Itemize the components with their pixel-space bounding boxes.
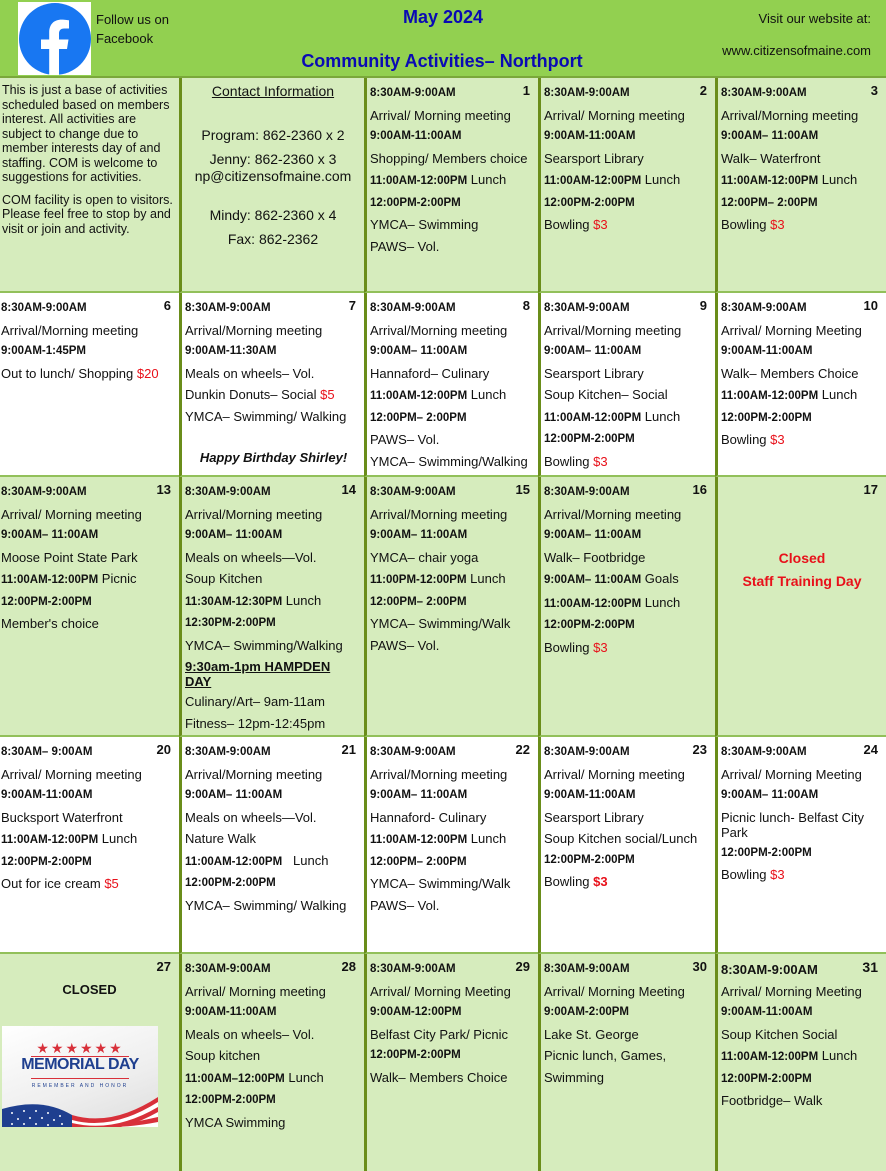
lunch-line <box>544 169 713 193</box>
time-slot: 9:00AM– 11:00AM <box>370 529 468 541</box>
lunch-line <box>370 384 536 408</box>
time-slot: 12:00PM-2:00PM <box>544 196 635 209</box>
day-cell-27 <box>0 954 179 1171</box>
activity: Lunch <box>470 571 506 586</box>
day-number: 14 <box>341 482 356 497</box>
time-slot: 12:00PM-2:00PM <box>1 855 92 868</box>
activity: Arrival/ Morning Meeting <box>370 983 511 999</box>
time-slot: 9:00AM– 11:00AM <box>1 529 99 541</box>
time-slot: 12:00PM-2:00PM <box>370 1049 461 1061</box>
day-cell-7 <box>179 293 364 477</box>
activity: PAWS– Vol. <box>370 432 440 447</box>
activity: Out to lunch/ Shopping <box>1 365 134 381</box>
time-slot: 11:00AM-12:00PM <box>721 1051 819 1063</box>
price: $5 <box>104 876 119 891</box>
time-slot: 12:00PM– 2:00PM <box>721 196 818 209</box>
activity: YMCA– Swimming/Walking <box>370 453 528 469</box>
activity: Picnic lunch, Games, <box>544 1048 667 1063</box>
price: $5 <box>320 387 335 402</box>
time-slot: 8:30AM-9:00AM <box>544 302 630 314</box>
price: $20 <box>136 365 159 381</box>
time-slot: 8:30AM-9:00AM <box>185 302 271 314</box>
activity: Meals on wheels—Vol. <box>185 809 317 825</box>
activity: YMCA– Swimming/Walk <box>370 876 511 891</box>
time-slot: 9:00AM– 11:00AM <box>721 789 819 801</box>
time-slot: 9:00AM-11:00AM <box>721 1006 813 1018</box>
lunch-line <box>544 406 713 430</box>
lunch-line <box>370 568 536 592</box>
time-slot: 9:00AM– 11:00AM <box>370 345 468 357</box>
time-slot: 11:00AM-12:00PM <box>721 390 819 402</box>
activity: Arrival/ Morning Meeting <box>721 983 862 999</box>
calendar-grid <box>0 78 886 1171</box>
time-slot: 11:00PM-12:00PM <box>370 574 467 586</box>
lunch-line <box>370 169 536 193</box>
priced-activity <box>721 864 884 886</box>
time-slot: 12:00PM– 2:00PM <box>370 595 467 608</box>
birthday-note: Happy Birthday Shirley! <box>199 450 348 465</box>
day-cell-6 <box>0 293 179 477</box>
activity: Arrival/Morning meeting <box>185 506 323 522</box>
memorial-day-image <box>2 1026 158 1127</box>
day-number: 16 <box>692 482 707 497</box>
activity: Lunch <box>470 831 507 846</box>
activity: Arrival/Morning meeting <box>721 107 859 123</box>
time-slot: 9:00AM-11:30AM <box>185 345 277 357</box>
day-number: 20 <box>156 742 171 757</box>
activity: Lake St. George <box>544 1026 639 1042</box>
activity: Moose Point State Park <box>1 549 138 565</box>
time-slot: 8:30AM-9:00AM <box>370 87 456 99</box>
time-slot: 11:00AM-12:00PM <box>370 175 468 187</box>
day-number: 8 <box>522 298 530 313</box>
priced-activity <box>1 363 177 385</box>
day-number: 10 <box>863 298 878 313</box>
day-cell-20 <box>0 737 179 954</box>
intro-cell <box>0 78 179 293</box>
activity: Bowling <box>721 432 767 447</box>
day-number: 7 <box>348 298 356 313</box>
day-cell-22 <box>364 737 538 954</box>
activity: Soup Kitchen– Social <box>544 387 668 402</box>
day-number: 21 <box>341 742 356 757</box>
activity: Walk– Members Choice <box>721 365 859 381</box>
activity: Arrival/ Morning meeting <box>185 983 326 999</box>
time-slot: 9:00AM-11:00AM <box>185 1006 277 1018</box>
day-number: 27 <box>156 959 171 974</box>
activity: Lunch <box>470 387 507 402</box>
goals-line <box>544 568 713 592</box>
lunch-line <box>1 828 177 852</box>
activity: Arrival/ Morning meeting <box>1 766 142 782</box>
activity: Arrival/ Morning Meeting <box>544 983 685 999</box>
activity: Lunch <box>644 172 681 187</box>
day-number: 2 <box>699 83 707 98</box>
activity: Arrival/Morning meeting <box>1 322 139 338</box>
month-title: May 2024 <box>402 7 484 27</box>
time-slot: 12:00PM-2:00PM <box>544 433 635 445</box>
activity: Meals on wheels—Vol. <box>185 549 317 565</box>
time-slot: 11:00AM-12:00PM <box>1 834 99 846</box>
page-title-text: Community Activities– Northport <box>301 51 583 71</box>
activity: Lunch <box>821 387 858 402</box>
priced-activity <box>544 637 713 659</box>
contact-jenny: Jenny: 862-2360 x 3 <box>209 151 337 167</box>
time-slot: 12:00PM-2:00PM <box>370 196 461 209</box>
time-slot: 9:00AM-11:00AM <box>370 130 462 142</box>
day-cell-28 <box>179 954 364 1171</box>
activity: Walk– Members Choice <box>370 1069 508 1085</box>
activity: Walk– Waterfront <box>721 150 821 166</box>
day-number: 22 <box>515 742 530 757</box>
activity: PAWS– Vol. <box>370 637 440 653</box>
activity: Soup Kitchen <box>185 571 263 586</box>
day-cell-30 <box>538 954 715 1171</box>
price: $3 <box>593 639 608 655</box>
activity: Belfast City Park/ Picnic <box>370 1026 508 1042</box>
day-cell-23 <box>538 737 715 954</box>
time-slot: 8:30AM-9:00AM <box>370 486 456 498</box>
contact-email[interactable]: np@citizensofmaine.com <box>194 168 352 184</box>
activity: Lunch <box>821 1048 858 1063</box>
contact-mindy: Mindy: 862-2360 x 4 <box>209 207 337 223</box>
time-slot: 12:00PM-2:00PM <box>544 619 635 631</box>
lunch-line <box>721 169 884 193</box>
day-cell-15 <box>364 477 538 737</box>
activity: YMCA Swimming <box>185 1114 286 1130</box>
time-slot: 8:30AM-9:00AM <box>721 87 807 99</box>
day-number: 15 <box>515 482 530 497</box>
day-number: 24 <box>863 742 878 757</box>
day-cell-24 <box>715 737 886 954</box>
time-slot: 8:30AM-9:00AM <box>721 302 807 314</box>
lunch-line <box>370 828 536 852</box>
activity: Arrival/ Morning meeting <box>544 107 685 123</box>
day-number: 30 <box>692 959 707 974</box>
activity: Lunch <box>821 172 858 187</box>
activity: Bowling <box>544 639 590 655</box>
day-cell-31 <box>715 954 886 1171</box>
lunch-line <box>185 850 362 874</box>
memorial-day-title: MEMORIAL DAY <box>21 1056 139 1073</box>
activity: Arrival/Morning meeting <box>185 766 323 782</box>
activity: Arrival/ Morning Meeting <box>721 322 862 338</box>
activity: Picnic lunch- Belfast City Park <box>721 809 865 840</box>
website-link[interactable]: www.citizensofmaine.com <box>722 43 871 58</box>
day-number: 31 <box>862 959 878 975</box>
price: $3 <box>770 867 785 882</box>
priced-activity <box>544 871 713 893</box>
time-slot: 11:00AM-12:00PM <box>185 855 283 868</box>
time-slot: 8:30AM-9:00AM <box>544 963 630 975</box>
activity: PAWS– Vol. <box>370 238 440 254</box>
activity: Bowling <box>721 217 767 232</box>
activity: Dunkin Donuts– Social <box>185 387 317 402</box>
activity: Searsport Library <box>544 365 644 381</box>
american-flag-icon <box>2 1087 158 1127</box>
time-slot: 12:00PM-2:00PM <box>721 411 812 424</box>
website-label: Visit our website at: <box>758 11 871 26</box>
time-slot: 8:30AM-9:00AM <box>544 486 630 498</box>
time-slot: 12:00PM– 2:00PM <box>370 855 467 868</box>
time-slot: 11:00AM-12:00PM <box>544 597 642 610</box>
time-slot: 8:30AM-9:00AM <box>721 746 807 758</box>
time-slot: 9:00AM– 11:00AM <box>370 789 468 801</box>
activity: Nature Walk <box>185 831 257 846</box>
activity: Hannaford– Culinary <box>370 365 490 381</box>
closed-reason: Staff Training Day <box>742 573 862 589</box>
time-slot: 11:00AM-12:00PM <box>1 574 99 586</box>
activity: Culinary/Art– 9am-11am <box>185 694 325 709</box>
time-slot: 8:30AM-9:00AM <box>1 302 87 314</box>
time-slot: 12:00PM-2:00PM <box>544 853 635 866</box>
time-slot: 8:30AM-9:00AM <box>185 963 271 975</box>
time-slot: 12:00PM-2:00PM <box>721 846 812 859</box>
activity: Walk– Footbridge <box>544 549 646 565</box>
calendar-header <box>0 0 886 78</box>
priced-activity <box>721 429 884 451</box>
activity: YMCA– Swimming/ Walking <box>185 408 347 424</box>
time-slot: 11:30AM-12:30PM <box>185 595 283 608</box>
contact-fax: Fax: 862-2362 <box>227 231 319 247</box>
time-slot: 12:00PM-2:00PM <box>185 877 276 889</box>
activity: Member's choice <box>1 616 99 631</box>
activity: Soup Kitchen social/Lunch <box>544 831 698 846</box>
lunch-line <box>185 590 362 614</box>
time-slot: 11:00AM-12:00PM <box>544 175 642 187</box>
day-number: 1 <box>522 83 530 98</box>
memorial-day-subtitle: REMEMBER AND HONOR <box>31 1083 129 1089</box>
priced-activity <box>1 873 177 895</box>
day-number: 9 <box>699 298 707 313</box>
time-slot: 12:00PM-2:00PM <box>721 1072 812 1085</box>
lunch-line <box>721 384 884 408</box>
activity: YMCA– Swimming <box>370 217 479 232</box>
activity: Arrival/Morning meeting <box>370 766 508 782</box>
time-slot: 9:00AM-11:00AM <box>1 789 93 801</box>
activity: Soup Kitchen Social <box>721 1026 838 1042</box>
contact-cell <box>179 78 364 293</box>
time-slot: 9:00AM– 11:00AM <box>544 529 642 541</box>
activity: Soup kitchen <box>185 1048 261 1063</box>
activity: Lunch <box>644 408 681 424</box>
activity: Arrival/Morning meeting <box>370 506 508 522</box>
activity: Arrival/Morning meeting <box>544 506 682 522</box>
lunch-line <box>544 592 713 616</box>
time-slot: 8:30AM-9:00AM <box>721 962 818 977</box>
price: $3 <box>593 453 608 469</box>
activity: Bowling <box>544 874 590 889</box>
activity: Bowling <box>544 453 590 469</box>
activity: Out for ice cream <box>1 876 101 891</box>
activity: Lunch <box>101 831 138 846</box>
activity: Footbridge– Walk <box>721 1093 823 1108</box>
time-slot: 9:00AM-11:00AM <box>721 345 813 357</box>
picnic-line <box>1 568 177 592</box>
activity: Fitness– 12pm-12:45pm <box>185 715 326 731</box>
activity: Bowling <box>544 217 590 232</box>
activity: Arrival/Morning meeting <box>185 322 323 338</box>
time-slot: 9:00AM-12:00PM <box>370 1006 462 1018</box>
contact-program: Program: 862-2360 x 2 <box>201 127 345 143</box>
priced-activity <box>721 214 884 236</box>
priced-activity <box>544 451 713 473</box>
activity: YMCA– chair yoga <box>370 549 479 565</box>
day-number: 23 <box>692 742 707 757</box>
stars-icon: ★★★★★★ <box>36 1040 124 1056</box>
activity: Lunch <box>644 594 681 610</box>
day-cell-9 <box>538 293 715 477</box>
day-number: 3 <box>870 83 878 98</box>
time-slot: 8:30AM-9:00AM <box>544 87 630 99</box>
time-slot: 9:00AM– 11:00AM <box>185 789 283 801</box>
price: $3 <box>770 217 785 232</box>
time-slot: 8:30AM-9:00AM <box>185 486 271 498</box>
lunch-line <box>721 1045 884 1069</box>
activity: Meals on wheels– Vol. <box>185 365 315 381</box>
time-slot: 8:30AM-9:00AM <box>370 963 456 975</box>
contact-heading: Contact Information <box>211 83 335 99</box>
day-cell-16 <box>538 477 715 737</box>
time-slot: 9:00AM– 11:00AM <box>544 345 642 357</box>
activity: PAWS– Vol. <box>370 897 440 913</box>
time-slot: 11:00AM-12:00PM <box>370 390 468 402</box>
day-number: 29 <box>515 959 530 974</box>
activity: Arrival/Morning meeting <box>370 322 508 338</box>
activity: YMCA– Swimming/Walk <box>370 616 511 631</box>
time-slot: 8:30AM– 9:00AM <box>1 746 93 758</box>
day-cell-3 <box>715 78 886 293</box>
time-slot: 9:00AM– 11:00AM <box>721 130 819 142</box>
activity: Lunch <box>470 172 507 187</box>
day-cell-17 <box>715 477 886 737</box>
day-cell-29 <box>364 954 538 1171</box>
activity: Lunch <box>288 1069 324 1085</box>
closed-label: CLOSED <box>62 982 117 997</box>
time-slot: 11:00AM-12:00PM <box>721 175 819 187</box>
time-slot: 9:00AM– 11:00AM <box>544 574 642 586</box>
day-cell-13 <box>0 477 179 737</box>
day-cell-1 <box>364 78 538 293</box>
time-slot: 12:00PM-2:00PM <box>185 1094 276 1106</box>
day-cell-2 <box>538 78 715 293</box>
time-slot: 12:30PM-2:00PM <box>185 617 276 629</box>
day-number: 28 <box>341 959 356 974</box>
activity: Arrival/ Morning meeting <box>544 766 685 782</box>
activity: Hannaford- Culinary <box>370 809 487 825</box>
activity: Goals <box>644 571 679 586</box>
time-slot: 11:00AM–12:00PM <box>185 1072 285 1085</box>
activity: YMCA– Swimming/Walking <box>185 637 343 653</box>
activity: Searsport Library <box>544 809 644 825</box>
time-slot: 11:00AM-12:00PM <box>544 411 642 424</box>
time-slot: 12:00PM-2:00PM <box>1 595 92 608</box>
time-slot: 12:00PM– 2:00PM <box>370 411 467 424</box>
activity: Shopping/ Members choice <box>370 150 528 166</box>
activity: Arrival/ Morning Meeting <box>721 766 862 782</box>
day-number: 13 <box>156 482 171 497</box>
day-cell-10 <box>715 293 886 477</box>
closed-label: Closed <box>778 550 826 566</box>
day-cell-8 <box>364 293 538 477</box>
time-slot: 9:00AM-11:00AM <box>544 789 636 801</box>
intro-text: This is just a base of activities scheduled based on members interest. All activities are subject to change due to member interests day of and staffing. COM is welcome to suggestions for activities. <box>2 83 170 184</box>
activity: YMCA– Swimming/ Walking <box>185 897 347 913</box>
visitor-text: COM facility is open to visitors. Please feel free to stop by and visit or join and activity. <box>2 192 173 236</box>
time-slot: 8:30AM-9:00AM <box>1 486 87 498</box>
time-slot: 8:30AM-9:00AM <box>544 746 630 758</box>
activity: Picnic <box>101 571 137 586</box>
activity: Bowling <box>721 867 767 882</box>
time-slot: 9:00AM-1:45PM <box>1 345 86 357</box>
activity: Arrival/ Morning meeting <box>1 506 142 522</box>
price: $3 <box>770 432 785 447</box>
hampden-day-event: 9:30am-1pm HAMPDEN DAY <box>185 659 331 689</box>
facebook-follow-text: Follow us on Facebook <box>96 12 169 46</box>
activity: Lunch <box>285 852 329 868</box>
price: $3 <box>593 874 608 889</box>
time-slot: 8:30AM-9:00AM <box>370 746 456 758</box>
activity: Arrival/Morning meeting <box>544 322 682 338</box>
activity: Bucksport Waterfront <box>1 809 123 825</box>
activity: Lunch <box>285 592 322 608</box>
day-number: 6 <box>163 298 171 313</box>
activity: Meals on wheels– Vol. <box>185 1026 315 1042</box>
day-cell-21 <box>179 737 364 954</box>
time-slot: 8:30AM-9:00AM <box>370 302 456 314</box>
time-slot: 9:00AM-2:00PM <box>544 1006 629 1018</box>
activity: Arrival/ Morning meeting <box>370 107 511 123</box>
price: $3 <box>593 217 608 232</box>
lunch-line <box>185 1067 362 1091</box>
day-number: 17 <box>863 482 878 497</box>
time-slot: 9:00AM-11:00AM <box>544 130 636 142</box>
activity: Swimming <box>544 1069 604 1085</box>
time-slot: 11:00AM-12:00PM <box>370 834 468 846</box>
time-slot: 8:30AM-9:00AM <box>185 746 271 758</box>
activity: Searsport Library <box>544 150 644 166</box>
priced-activity <box>185 384 362 406</box>
time-slot: 9:00AM– 11:00AM <box>185 529 283 541</box>
priced-activity <box>544 214 713 236</box>
day-cell-14 <box>179 477 364 737</box>
